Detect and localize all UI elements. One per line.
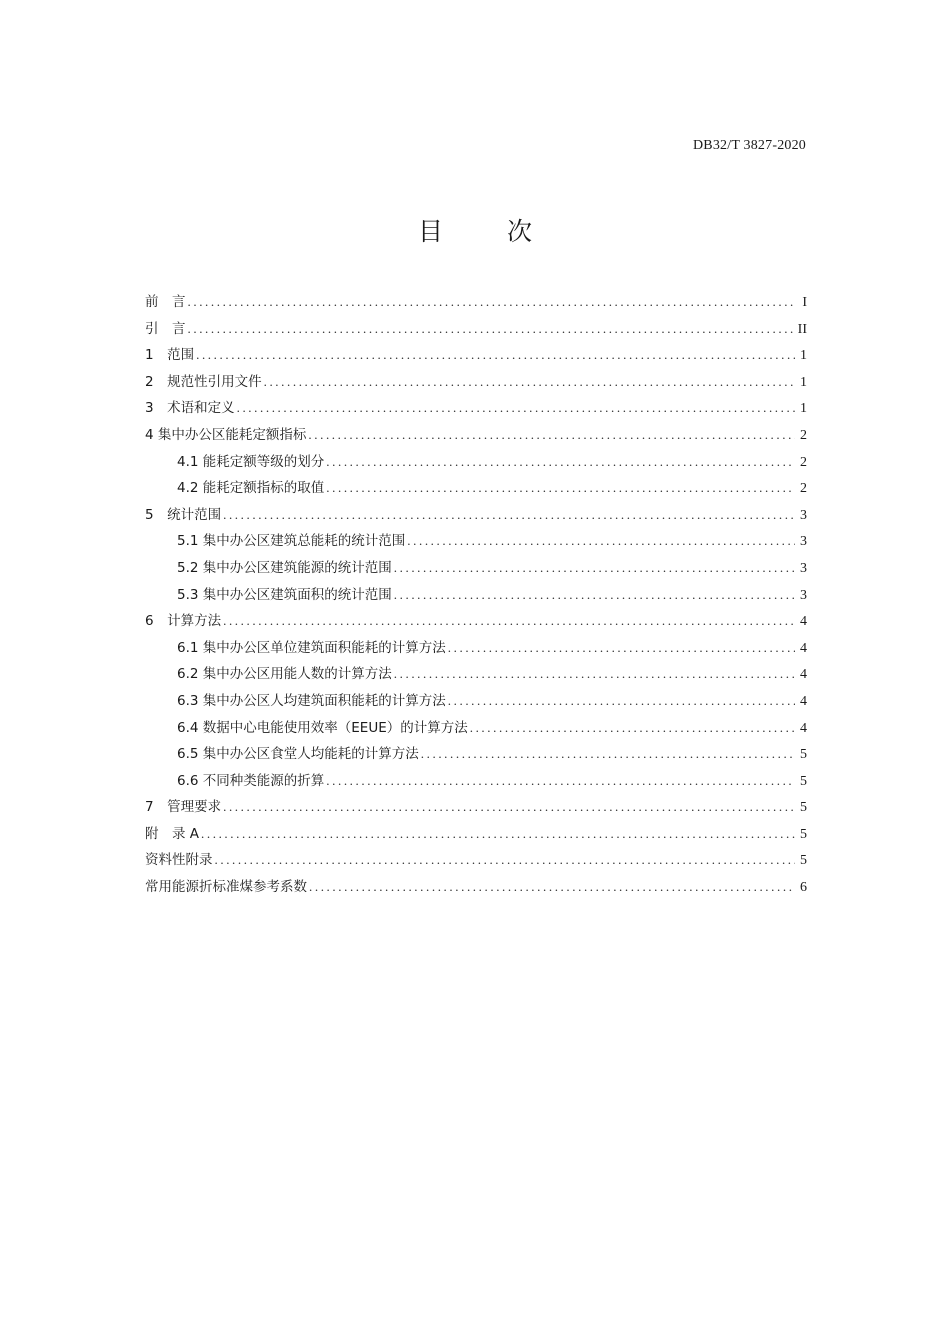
toc-entry-label: 7 管理要求 xyxy=(145,799,222,816)
toc-entry-label: 前 言 xyxy=(145,294,186,310)
toc-entry-label: 4.2 能耗定额指标的取值 xyxy=(177,480,325,497)
toc-entry[interactable] xyxy=(145,369,807,396)
toc-entry-page-number: 1 xyxy=(800,401,807,417)
table-of-contents xyxy=(145,289,807,901)
toc-entry[interactable] xyxy=(145,342,807,369)
toc-entry-label: 资料性附录 xyxy=(145,852,213,869)
toc-dot-leader xyxy=(394,582,795,609)
toc-dot-leader xyxy=(309,874,795,901)
toc-entry-page-number: 4 xyxy=(800,720,807,736)
toc-entry[interactable] xyxy=(145,502,807,529)
toc-entry-page-number: 5 xyxy=(800,826,807,842)
toc-dot-leader xyxy=(188,289,796,316)
toc-dot-leader xyxy=(264,369,795,396)
toc-entry[interactable] xyxy=(145,688,807,715)
toc-entry-label: 引 言 xyxy=(145,320,186,337)
toc-entry[interactable] xyxy=(145,715,807,742)
toc-dot-leader xyxy=(215,847,796,874)
toc-entry-page-number: 3 xyxy=(800,507,807,523)
toc-entry-page-number: 5 xyxy=(800,853,807,869)
toc-entry-label: 附 录 A xyxy=(145,825,200,842)
toc-entry-page-number: 5 xyxy=(800,800,807,816)
toc-entry-page-number: II xyxy=(797,321,807,337)
toc-entry-label: 5.2 集中办公区建筑能源的统计范围 xyxy=(177,559,392,576)
toc-entry-page-number: 4 xyxy=(800,667,807,683)
toc-entry[interactable] xyxy=(145,475,807,502)
toc-entry-label: 常用能源折标准煤参考系数 xyxy=(145,879,307,896)
toc-entry[interactable] xyxy=(145,422,807,449)
toc-entry[interactable] xyxy=(145,608,807,635)
toc-entry-label: 6 计算方法 xyxy=(145,613,222,630)
document-code: DB32/T 3827-2020 xyxy=(693,138,806,153)
page-title: 目 次 xyxy=(418,217,560,246)
toc-entry[interactable] xyxy=(145,582,807,609)
toc-entry[interactable] xyxy=(145,847,807,874)
toc-dot-leader xyxy=(326,475,795,502)
toc-dot-leader xyxy=(188,316,794,343)
toc-entry-label: 3 术语和定义 xyxy=(145,400,235,417)
toc-entry-page-number: 4 xyxy=(800,640,807,656)
toc-entry-page-number: 3 xyxy=(800,560,807,576)
toc-entry[interactable] xyxy=(145,635,807,662)
toc-entry-page-number: 2 xyxy=(800,427,807,443)
toc-dot-leader xyxy=(223,794,795,821)
toc-dot-leader xyxy=(407,528,795,555)
toc-dot-leader xyxy=(201,821,795,848)
toc-entry-label: 5.1 集中办公区建筑总能耗的统计范围 xyxy=(177,533,406,550)
toc-entry-label: 6.1 集中办公区单位建筑面积能耗的计算方法 xyxy=(177,639,446,656)
toc-entry[interactable] xyxy=(145,555,807,582)
toc-entry[interactable] xyxy=(145,741,807,768)
toc-entry[interactable] xyxy=(145,289,807,316)
toc-entry-page-number: 1 xyxy=(800,348,807,364)
toc-entry-page-number: 3 xyxy=(800,587,807,603)
toc-entry[interactable] xyxy=(145,661,807,688)
toc-dot-leader xyxy=(326,768,795,795)
toc-dot-leader xyxy=(421,741,795,768)
toc-entry[interactable] xyxy=(145,316,807,343)
toc-dot-leader xyxy=(223,608,795,635)
toc-entry-label: 6.2 集中办公区用能人数的计算方法 xyxy=(177,666,392,683)
toc-entry-page-number: 4 xyxy=(800,693,807,709)
toc-dot-leader xyxy=(326,449,795,476)
toc-dot-leader xyxy=(448,688,795,715)
toc-dot-leader xyxy=(448,635,795,662)
toc-entry-page-number: 6 xyxy=(800,880,807,896)
toc-entry-label: 6.6 不同种类能源的折算 xyxy=(177,772,325,789)
toc-entry-page-number: 2 xyxy=(800,454,807,470)
toc-entry[interactable] xyxy=(145,528,807,555)
toc-entry-label: 4 集中办公区能耗定额指标 xyxy=(145,426,307,443)
toc-entry-page-number: 4 xyxy=(800,614,807,630)
toc-entry-label: 4.1 能耗定额等级的划分 xyxy=(177,453,325,470)
toc-entry-label: 6.3 集中办公区人均建筑面积能耗的计算方法 xyxy=(177,692,446,709)
toc-entry-page-number: I xyxy=(802,295,807,310)
toc-dot-leader xyxy=(308,422,795,449)
toc-entry-label: 6.4 数据中心电能使用效率（EEUE）的计算方法 xyxy=(177,719,468,736)
toc-entry-label: 2 规范性引用文件 xyxy=(145,373,262,390)
toc-entry-label: 6.5 集中办公区食堂人均能耗的计算方法 xyxy=(177,746,419,763)
toc-entry-page-number: 1 xyxy=(800,374,807,390)
toc-entry-label: 1 范围 xyxy=(145,347,195,364)
toc-entry-label: 5 统计范围 xyxy=(145,506,222,523)
toc-entry[interactable] xyxy=(145,821,807,848)
toc-dot-leader xyxy=(223,502,795,529)
toc-dot-leader xyxy=(196,342,795,369)
toc-entry[interactable] xyxy=(145,874,807,901)
toc-dot-leader xyxy=(394,661,795,688)
toc-entry[interactable] xyxy=(145,449,807,476)
toc-entry-page-number: 5 xyxy=(800,747,807,763)
toc-entry[interactable] xyxy=(145,794,807,821)
toc-dot-leader xyxy=(470,715,795,742)
toc-entry-label: 5.3 集中办公区建筑面积的统计范围 xyxy=(177,586,392,603)
toc-dot-leader xyxy=(237,395,795,422)
toc-entry-page-number: 3 xyxy=(800,534,807,550)
toc-dot-leader xyxy=(394,555,795,582)
toc-entry[interactable] xyxy=(145,395,807,422)
toc-entry[interactable] xyxy=(145,768,807,795)
toc-entry-page-number: 5 xyxy=(800,773,807,789)
toc-entry-page-number: 2 xyxy=(800,481,807,497)
